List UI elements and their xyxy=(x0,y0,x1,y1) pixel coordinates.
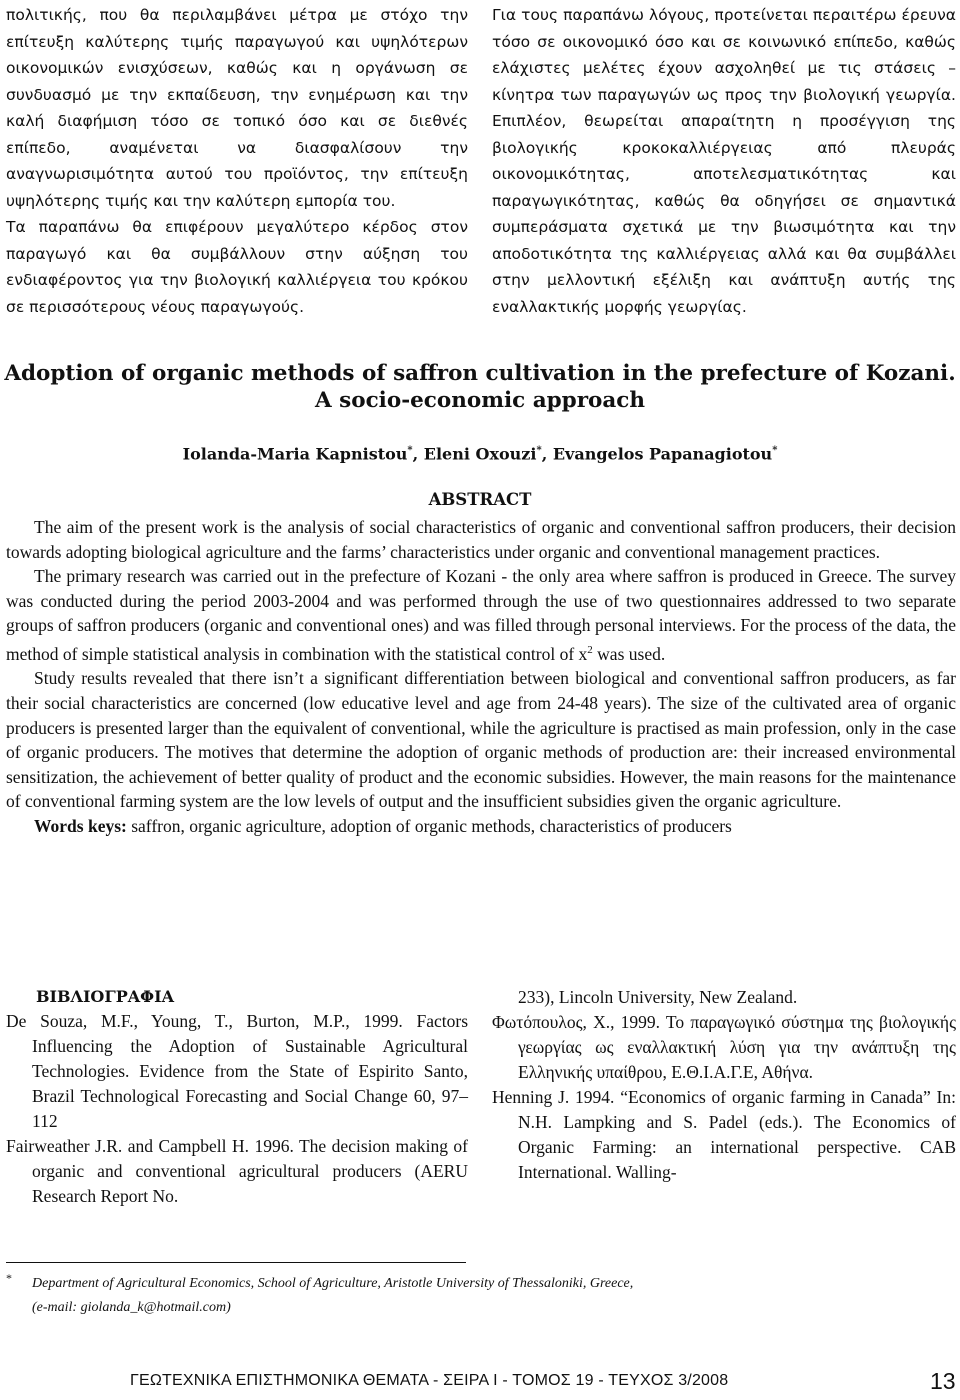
greek-text-left-column xyxy=(6,2,468,320)
greek-text-right-column xyxy=(492,2,956,320)
author-separator: , xyxy=(412,444,424,464)
keywords-label: Words keys: xyxy=(34,815,127,836)
affiliation-footnote xyxy=(6,1272,906,1320)
title-line-1: Adoption of organic methods of saffron cultivation in the prefecture of Kozani. xyxy=(4,361,956,386)
abstract-body xyxy=(6,515,956,839)
author-separator: , xyxy=(541,444,553,464)
affiliation-mark: * xyxy=(407,445,413,456)
paper-title xyxy=(0,360,960,414)
author-name: Iolanda-Maria Kapnistou xyxy=(182,444,408,464)
reference-continuation: 233), Lincoln University, New Zealand. xyxy=(518,987,798,1007)
reference-entry: Fairweather J.R. and Campbell H. 1996. The decision making of organic and conventional agricultural producers (AERU Research Report No. xyxy=(6,1136,468,1206)
author-name: Eleni Oxouzi xyxy=(423,444,537,464)
bibliography-right-column xyxy=(492,985,956,1185)
title-line-2: A socio-economic approach xyxy=(314,388,646,413)
greek-paragraph: πολιτικής, που θα περιλαμβάνει μέτρα με στόχο την επίτευξη καλύτερης τιμής παραγωγού και υψηλότερων οικονομικών ενισχύσεων, καθώς και η οργάνωση σε συνδυασμό με την εκπαίδευση, την ενημέρωση και την καλή διαφήμιση τόσο σε τοπικό όσο και σε διεθνές επίπεδο, αναμένεται να διασφαλίσουν την αναγνωρισιμότητα αυτού του προϊόντος, την επίτευξη υψηλότερης τιμής και την καλύτερη εμπορία του. xyxy=(6,6,468,210)
greek-paragraph: Για τους παραπάνω λόγους, προτείνεται περαιτέρω έρευνα τόσο σε οικονομικό όσο και σε κοινωνικό επίπεδο, καθώς ελάχιστες μελέτες έχουν ασχοληθεί με τις στάσεις – κίνητρα των παραγωγών ως προς την βιολογική γεωργία. Επιπλέον, θεωρείται απαραίτητη η προσέγγιση της βιολογικής κροκοκαλλιέργειας από πλευράς οικονομικότητας, αποτελεσματικότητας και παραγωγικότητας, καθώς θα οδηγήσει σε σημαντικά συμπεράσματα σχετικά με την βιωσιμότητα και την αποδοτικότητα της καλλιέργειας αλλά και θα συμβάλλει στην μελλοντική εξέλιξη και ανάπτυξη αυτής της εναλλακτικής μορφής γεωργίας. xyxy=(492,6,956,316)
abstract-text: was used. xyxy=(592,643,666,664)
bibliography-heading: ΒΙΒΛΙΟΓΡΑΦΙΑ xyxy=(36,987,175,1006)
abstract-paragraph xyxy=(6,564,956,666)
reference-entry: Φωτόπουλος, Χ., 1999. Το παραγωγικό σύστημα της βιολογικής γεωργίας ως εναλλακτική λύση για την ανάπτυξη της Ελληνικής υπαίθρου, Ε.Θ.Ι.Α.Γ.Ε, Αθήνα. xyxy=(492,1012,956,1082)
abstract-text: The primary research was carried out in the prefecture of Kozani - the only area where saffron is produced in Greece. The survey was conducted during the period 2003-2004 and was performed through the use of two questionnaires addressed to two separate groups of saffron producers (organic and conventional ones) and was filled through personal interviews. For the process of the data, the method of simple statistical analysis in combination with the statistical control of x xyxy=(6,566,956,664)
bibliography-left-column xyxy=(6,985,468,1209)
footnote-mark: * xyxy=(6,1271,12,1285)
superscript: 2 xyxy=(587,643,593,656)
reference-entry: De Souza, M.F., Young, T., Burton, M.P., 1999. Factors Influencing the Adoption of Sustainable Agricultural Technologies. Evidence from the State of Espirito Santo, Brazil Technological Forecasting and Social Change 60, 97–112 xyxy=(6,1011,468,1131)
greek-paragraph: Τα παραπάνω θα επιφέρουν μεγαλύτερο κέρδος στον παραγωγό και θα συμβάλλουν στην αύξηση του ενδιαφέροντος για την βιολογική καλλιέργεια του κρόκου σε περισσότερους νέους παραγωγούς. xyxy=(6,218,468,316)
author-name: Evangelos Papanagiotou xyxy=(552,444,773,464)
footnote-email: (e-mail: giolanda_k@hotmail.com) xyxy=(32,1300,231,1315)
keywords-text: saffron, organic agriculture, adoption of organic methods, characteristics of producers xyxy=(126,815,732,836)
affiliation-mark: * xyxy=(772,445,778,456)
footnote-line: Department of Agricultural Economics, School of Agriculture, Aristotle University of Thessaloniki, Greece, xyxy=(32,1276,634,1291)
abstract-paragraph: Study results revealed that there isn’t a significant differentiation between biological and conventional saffron producers, as far their social characteristics are concerned (low educative level and age from 24-48 years). The size of the cultivated area of organic producers is presented larger than the equivalent of conventional, while the agriculture is practised as main profession, only in the case of organic producers. The motives that determine the adoption of organic methods of production are: their increased environmental sensitization, the achievement of better quality of product and the economic subsidies. However, the main reasons for the maintenance of conventional farming system are the low levels of output and the insufficient subsidies given the organic agriculture. xyxy=(6,668,956,812)
abstract-paragraph: The aim of the present work is the analysis of social characteristics of organic and conventional saffron producers, their decision towards adopting biological agriculture and the farms’ characteristics under organic and conventional management practices. xyxy=(6,517,956,562)
footnote-divider xyxy=(6,1262,466,1263)
keywords-line xyxy=(6,814,956,839)
author-list xyxy=(0,440,960,465)
page-number: 13 xyxy=(930,1368,956,1394)
abstract-heading: ABSTRACT xyxy=(428,490,532,509)
affiliation-mark: * xyxy=(536,445,542,456)
journal-footer: ΓΕΩΤΕΧΝΙΚΑ ΕΠΙΣΤΗΜΟΝΙΚΑ ΘΕΜΑΤΑ - ΣΕΙΡΑ Ι - ΤΟΜΟΣ 19 - ΤΕΥΧΟΣ 3/2008 xyxy=(130,1372,729,1389)
reference-entry: Henning J. 1994. “Economics of organic farming in Canada” In: N.H. Lampking and S. Padel (eds.). The Economics of Organic Farming: an international perspective. CAB International. Walling- xyxy=(492,1087,956,1182)
